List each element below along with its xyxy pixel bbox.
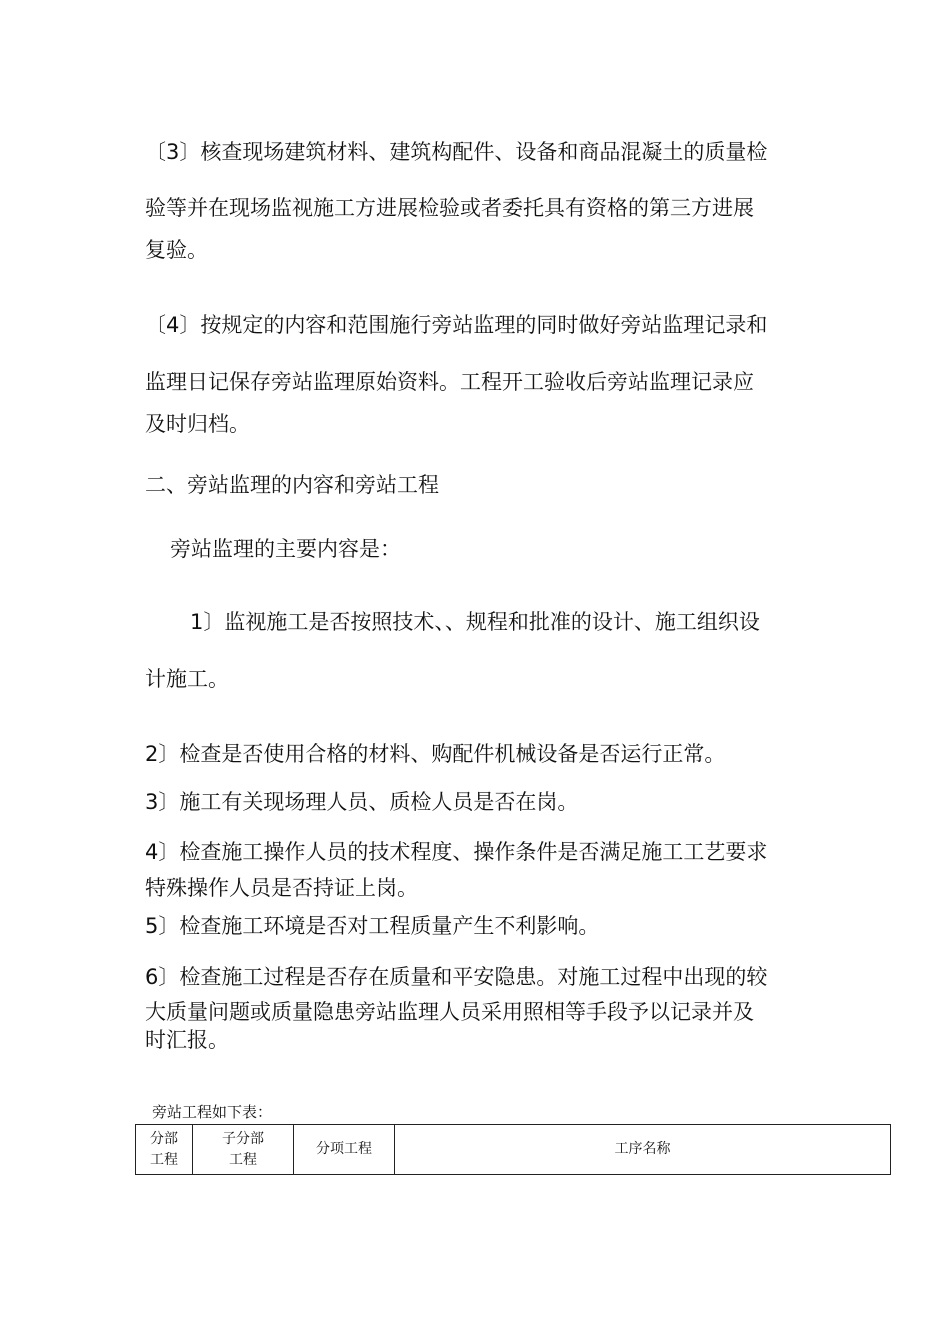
list-item-continuation: 计施工。 bbox=[145, 667, 229, 691]
header-line: 工序名称 bbox=[614, 1141, 671, 1157]
header-cell bbox=[193, 1125, 294, 1175]
header-line: 工程 bbox=[150, 1151, 178, 1168]
list-item: 1〕监视施工是否按照技术、、规程和批准的设计、施工组织设 bbox=[190, 610, 760, 634]
list-item: 3〕施工有关现场理人员、质检人员是否在岗。 bbox=[145, 790, 579, 814]
paragraph-line: 〔3〕核查现场建筑材料、建筑构配件、设备和商品混凝土的质量检 bbox=[145, 140, 768, 164]
list-item-continuation: 时汇报。 bbox=[145, 1028, 229, 1052]
list-item: 6〕检查施工过程是否存在质量和平安隐患。对施工过程中出现的较 bbox=[145, 965, 768, 989]
header-cell bbox=[395, 1125, 891, 1175]
table-caption: 旁站工程如下表： bbox=[152, 1103, 273, 1121]
paragraph-line: 〔4〕按规定的内容和范围施行旁站监理的同时做好旁站监理记录和 bbox=[145, 313, 768, 337]
header-cell bbox=[294, 1125, 395, 1175]
paragraph-line: 复验。 bbox=[145, 238, 208, 262]
header-cell bbox=[136, 1125, 193, 1175]
list-item: 5〕检查施工环境是否对工程质量产生不利影响。 bbox=[145, 914, 600, 938]
list-item: 4〕检查施工操作人员的技术程度、操作条件是否满足施工工艺要求 bbox=[145, 840, 768, 864]
header-line: 分项工程 bbox=[316, 1141, 372, 1157]
header-line: 工程 bbox=[229, 1151, 257, 1168]
list-item-continuation: 大质量问题或质量隐患旁站监理人员采用照相等手段予以记录并及 bbox=[145, 1000, 754, 1024]
paragraph-line: 旁站监理的主要内容是： bbox=[170, 537, 401, 561]
header-line: 子分部 bbox=[222, 1130, 264, 1147]
section-heading: 二、旁站监理的内容和旁站工程 bbox=[145, 473, 439, 497]
table-header-row bbox=[136, 1125, 891, 1175]
list-item-continuation: 特殊操作人员是否持证上岗。 bbox=[145, 876, 418, 900]
list-item: 2〕检查是否使用合格的材料、购配件机械设备是否运行正常。 bbox=[145, 742, 726, 766]
process-table bbox=[135, 1124, 891, 1175]
header-line: 分部 bbox=[150, 1130, 178, 1147]
paragraph-line: 验等并在现场监视施工方进展检验或者委托具有资格的第三方进展 bbox=[145, 196, 754, 220]
paragraph-line: 及时归档。 bbox=[145, 412, 250, 436]
paragraph-line: 监理日记保存旁站监理原始资料。工程开工验收后旁站监理记录应 bbox=[145, 370, 754, 394]
